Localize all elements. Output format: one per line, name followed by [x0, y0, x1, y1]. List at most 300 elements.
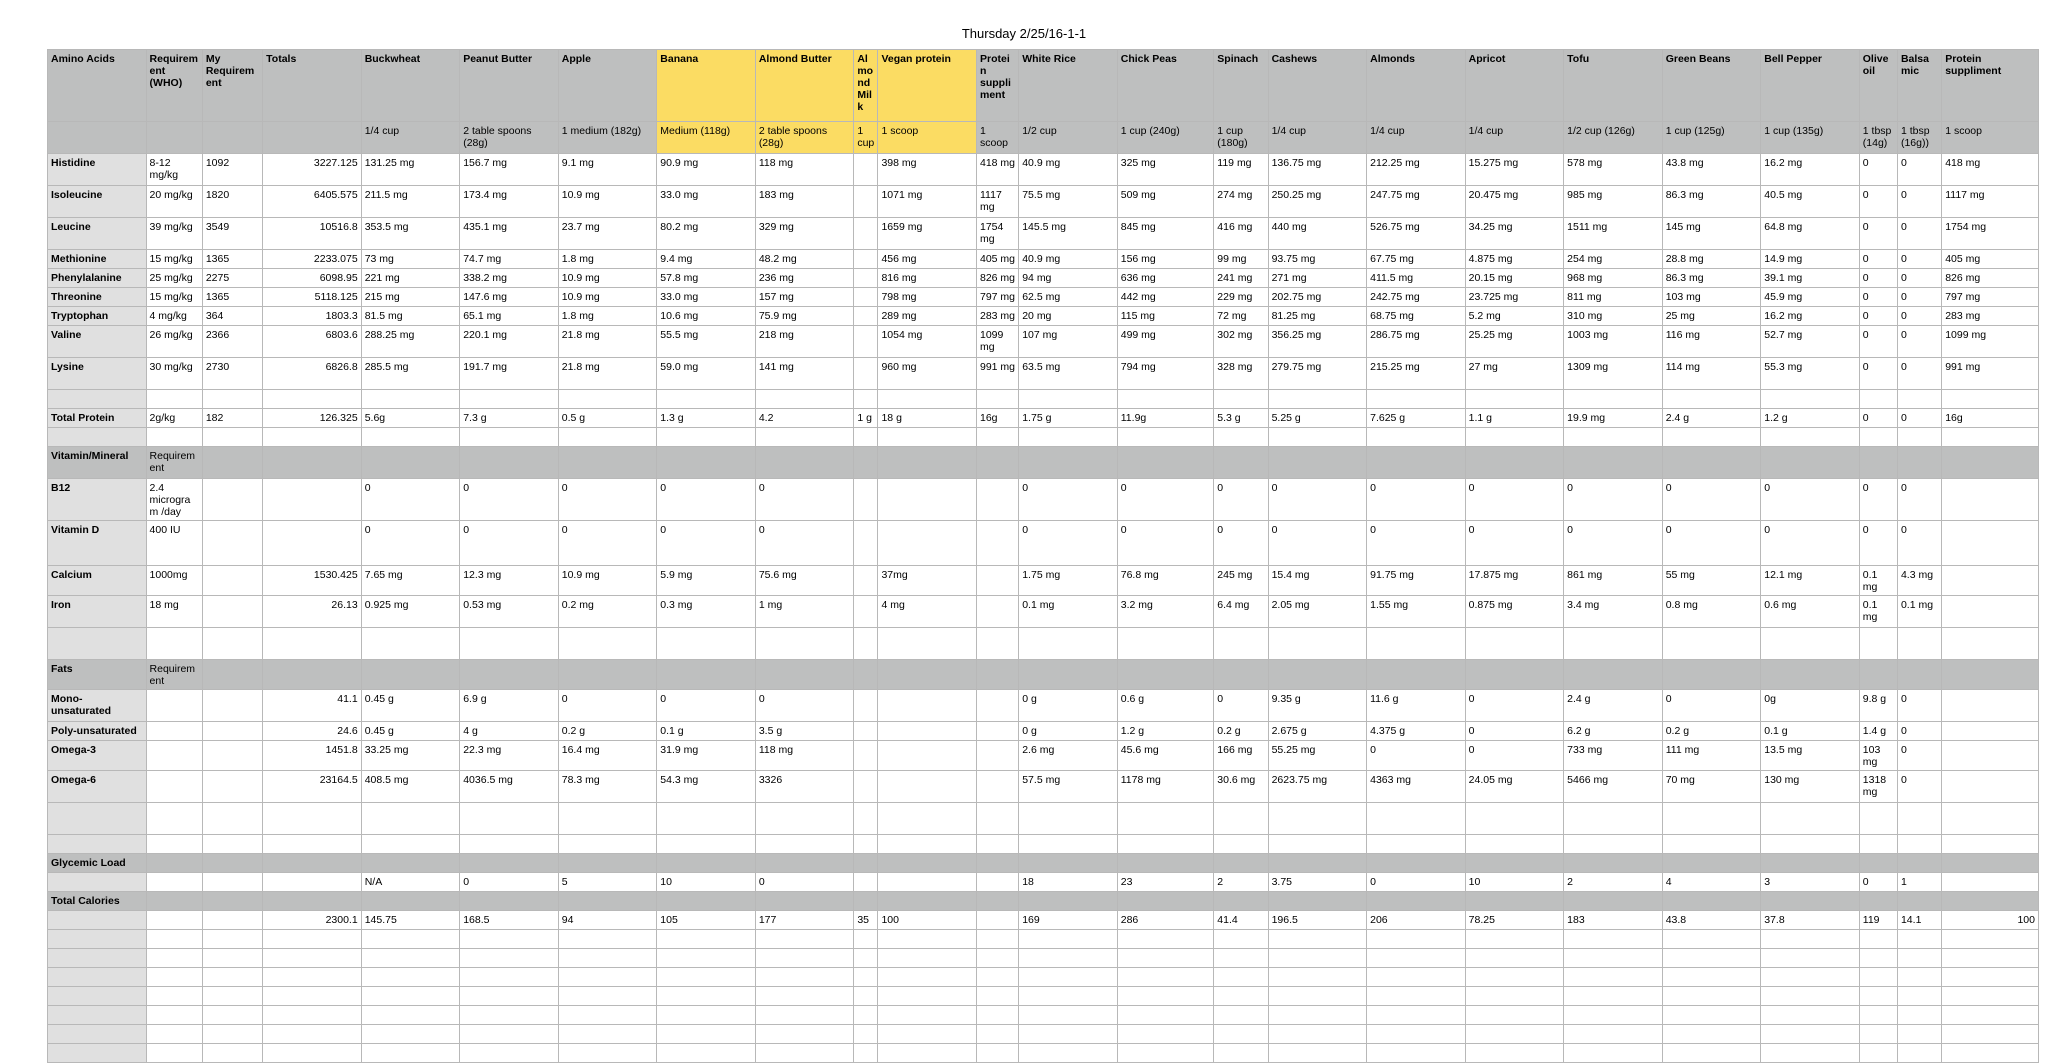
table-cell[interactable] — [977, 803, 1019, 835]
table-cell[interactable] — [755, 803, 854, 835]
table-cell[interactable]: 0 g — [1019, 690, 1118, 722]
table-cell[interactable]: 991 mg — [977, 358, 1019, 390]
table-cell[interactable] — [1859, 428, 1897, 447]
table-cell[interactable] — [977, 660, 1019, 690]
table-cell[interactable] — [1367, 390, 1466, 409]
row-label-cell[interactable]: Threonine — [48, 288, 147, 307]
row-label-cell[interactable] — [48, 390, 147, 409]
table-cell[interactable]: 100 — [878, 911, 977, 930]
table-cell[interactable]: 1000mg — [146, 566, 202, 596]
table-cell[interactable]: 7.65 mg — [361, 566, 460, 596]
table-cell[interactable]: 338.2 mg — [460, 269, 559, 288]
table-cell[interactable] — [202, 628, 262, 660]
table-cell[interactable] — [1019, 803, 1118, 835]
table-cell[interactable]: 0 — [1897, 154, 1941, 186]
table-cell[interactable]: 4.375 g — [1367, 722, 1466, 741]
table-cell[interactable] — [977, 930, 1019, 949]
table-cell[interactable] — [146, 854, 202, 873]
table-cell[interactable] — [1662, 835, 1761, 854]
table-cell[interactable]: 0 — [1859, 218, 1897, 250]
table-cell[interactable] — [1859, 660, 1897, 690]
table-cell[interactable] — [1268, 803, 1367, 835]
row-label-cell[interactable]: Methionine — [48, 250, 147, 269]
table-cell[interactable] — [1214, 628, 1268, 660]
row-label-cell[interactable]: Vitamin D — [48, 521, 147, 566]
table-cell[interactable] — [1761, 854, 1860, 873]
table-cell[interactable]: 25 mg/kg — [146, 269, 202, 288]
table-cell[interactable]: 0 — [1761, 521, 1860, 566]
table-cell[interactable]: 0 — [1367, 521, 1466, 566]
table-cell[interactable]: 6826.8 — [263, 358, 362, 390]
table-cell[interactable] — [755, 854, 854, 873]
table-cell[interactable]: 93.75 mg — [1268, 250, 1367, 269]
table-cell[interactable] — [977, 771, 1019, 803]
table-cell[interactable] — [854, 1044, 878, 1063]
table-cell[interactable] — [1859, 930, 1897, 949]
row-label-cell[interactable] — [48, 122, 147, 154]
table-cell[interactable]: 1099 mg — [977, 326, 1019, 358]
table-cell[interactable]: 20.15 mg — [1465, 269, 1564, 288]
table-cell[interactable] — [657, 835, 756, 854]
table-cell[interactable] — [460, 949, 559, 968]
table-cell[interactable]: 0.1 mg — [1019, 596, 1118, 628]
table-cell[interactable] — [263, 835, 362, 854]
table-cell[interactable] — [1367, 1044, 1466, 1063]
column-header-cell[interactable]: Almonds — [1367, 50, 1466, 122]
table-cell[interactable] — [1897, 1006, 1941, 1025]
table-cell[interactable] — [361, 447, 460, 479]
table-cell[interactable] — [1761, 1006, 1860, 1025]
table-cell[interactable]: 52.7 mg — [1761, 326, 1860, 358]
table-cell[interactable] — [657, 892, 756, 911]
table-cell[interactable]: 245 mg — [1214, 566, 1268, 596]
table-cell[interactable]: 0 — [558, 521, 657, 566]
table-cell[interactable] — [1859, 803, 1897, 835]
table-cell[interactable]: 33.0 mg — [657, 186, 756, 218]
table-cell[interactable]: 34.25 mg — [1465, 218, 1564, 250]
table-cell[interactable]: 364 — [202, 307, 262, 326]
table-cell[interactable] — [1268, 987, 1367, 1006]
table-cell[interactable] — [263, 930, 362, 949]
table-cell[interactable]: 3 — [1761, 873, 1860, 892]
table-cell[interactable] — [977, 521, 1019, 566]
table-cell[interactable] — [1897, 1025, 1941, 1044]
table-cell[interactable] — [1564, 968, 1663, 987]
table-cell[interactable]: 1.3 g — [657, 409, 756, 428]
table-cell[interactable]: 0 — [1859, 873, 1897, 892]
table-cell[interactable]: 416 mg — [1214, 218, 1268, 250]
table-cell[interactable]: 55.5 mg — [657, 326, 756, 358]
table-cell[interactable] — [1465, 854, 1564, 873]
table-cell[interactable]: 131.25 mg — [361, 154, 460, 186]
table-cell[interactable] — [202, 566, 262, 596]
table-cell[interactable]: 0 — [1897, 690, 1941, 722]
table-cell[interactable]: 1071 mg — [878, 186, 977, 218]
table-cell[interactable]: 6803.6 — [263, 326, 362, 358]
table-cell[interactable]: 17.875 mg — [1465, 566, 1564, 596]
table-cell[interactable]: 10.9 mg — [558, 186, 657, 218]
table-cell[interactable] — [361, 835, 460, 854]
table-cell[interactable]: 75.9 mg — [755, 307, 854, 326]
table-cell[interactable] — [878, 479, 977, 521]
table-cell[interactable] — [977, 873, 1019, 892]
table-cell[interactable]: 115 mg — [1117, 307, 1214, 326]
table-cell[interactable] — [202, 521, 262, 566]
table-cell[interactable] — [1117, 949, 1214, 968]
table-cell[interactable] — [1662, 628, 1761, 660]
table-cell[interactable] — [854, 566, 878, 596]
table-cell[interactable] — [1942, 596, 2039, 628]
table-cell[interactable]: 4 g — [460, 722, 559, 741]
table-cell[interactable] — [146, 690, 202, 722]
table-cell[interactable]: 0 — [1897, 521, 1941, 566]
table-cell[interactable]: 0 — [1465, 479, 1564, 521]
table-cell[interactable]: 0 — [657, 521, 756, 566]
table-cell[interactable] — [878, 968, 977, 987]
table-cell[interactable]: 2.4 g — [1662, 409, 1761, 428]
table-cell[interactable] — [460, 803, 559, 835]
table-cell[interactable]: 442 mg — [1117, 288, 1214, 307]
table-cell[interactable] — [460, 968, 559, 987]
table-cell[interactable] — [460, 892, 559, 911]
row-label-cell[interactable] — [48, 968, 147, 987]
table-cell[interactable]: 1/4 cup — [1268, 122, 1367, 154]
row-label-cell[interactable] — [48, 428, 147, 447]
table-cell[interactable] — [1268, 854, 1367, 873]
table-cell[interactable] — [657, 1044, 756, 1063]
table-cell[interactable]: 1.1 g — [1465, 409, 1564, 428]
table-cell[interactable] — [854, 390, 878, 409]
table-cell[interactable]: 0 — [558, 479, 657, 521]
table-cell[interactable]: 411.5 mg — [1367, 269, 1466, 288]
row-label-cell[interactable]: Leucine — [48, 218, 147, 250]
row-label-cell[interactable]: Phenylalanine — [48, 269, 147, 288]
table-cell[interactable] — [460, 930, 559, 949]
table-cell[interactable]: 10.9 mg — [558, 566, 657, 596]
table-cell[interactable] — [1942, 1006, 2039, 1025]
column-header-cell[interactable]: Banana — [657, 50, 756, 122]
table-cell[interactable] — [263, 390, 362, 409]
table-cell[interactable]: 0 — [1859, 288, 1897, 307]
table-cell[interactable] — [1662, 949, 1761, 968]
table-cell[interactable]: 1 cup — [854, 122, 878, 154]
table-cell[interactable] — [460, 854, 559, 873]
table-cell[interactable] — [361, 987, 460, 1006]
table-cell[interactable]: 1 scoop — [1942, 122, 2039, 154]
table-cell[interactable]: 221 mg — [361, 269, 460, 288]
table-cell[interactable] — [657, 660, 756, 690]
table-cell[interactable]: 177 — [755, 911, 854, 930]
table-cell[interactable] — [558, 968, 657, 987]
table-cell[interactable]: 1/4 cup — [361, 122, 460, 154]
table-cell[interactable] — [263, 949, 362, 968]
table-cell[interactable]: 16.2 mg — [1761, 154, 1860, 186]
row-label-cell[interactable]: Lysine — [48, 358, 147, 390]
table-cell[interactable] — [263, 122, 362, 154]
table-cell[interactable]: 5.2 mg — [1465, 307, 1564, 326]
table-cell[interactable]: 80.2 mg — [657, 218, 756, 250]
table-cell[interactable] — [460, 1044, 559, 1063]
row-label-cell[interactable] — [48, 987, 147, 1006]
table-cell[interactable] — [202, 660, 262, 690]
table-cell[interactable]: 0 — [1662, 521, 1761, 566]
table-cell[interactable]: 0 — [1761, 479, 1860, 521]
table-cell[interactable]: 0.53 mg — [460, 596, 559, 628]
table-cell[interactable]: 250.25 mg — [1268, 186, 1367, 218]
table-cell[interactable]: 94 mg — [1019, 269, 1118, 288]
table-cell[interactable] — [1214, 390, 1268, 409]
table-cell[interactable]: 0 — [1019, 521, 1118, 566]
table-cell[interactable]: 3326 — [755, 771, 854, 803]
table-cell[interactable] — [1897, 428, 1941, 447]
table-cell[interactable] — [878, 390, 977, 409]
table-cell[interactable]: 4 — [1662, 873, 1761, 892]
table-cell[interactable] — [854, 949, 878, 968]
table-cell[interactable] — [146, 1044, 202, 1063]
table-cell[interactable]: 798 mg — [878, 288, 977, 307]
table-cell[interactable] — [1942, 628, 2039, 660]
table-cell[interactable] — [1662, 1044, 1761, 1063]
table-cell[interactable]: 636 mg — [1117, 269, 1214, 288]
table-cell[interactable]: 4.875 mg — [1465, 250, 1564, 269]
table-cell[interactable]: 81.5 mg — [361, 307, 460, 326]
table-cell[interactable]: 1 cup (180g) — [1214, 122, 1268, 154]
table-cell[interactable]: 1318 mg — [1859, 771, 1897, 803]
table-cell[interactable]: 0 — [460, 873, 559, 892]
table-cell[interactable]: 0 — [1897, 722, 1941, 741]
table-cell[interactable]: 283 mg — [1942, 307, 2039, 326]
table-cell[interactable] — [1942, 892, 2039, 911]
table-cell[interactable]: 43.8 mg — [1662, 154, 1761, 186]
table-cell[interactable]: 826 mg — [977, 269, 1019, 288]
table-cell[interactable] — [878, 771, 977, 803]
table-cell[interactable] — [146, 1006, 202, 1025]
row-label-cell[interactable]: Glycemic Load — [48, 854, 147, 873]
table-cell[interactable] — [1117, 968, 1214, 987]
table-cell[interactable] — [361, 1006, 460, 1025]
table-cell[interactable]: 111 mg — [1662, 741, 1761, 771]
table-cell[interactable] — [1761, 660, 1860, 690]
column-header-cell[interactable]: Green Beans — [1662, 50, 1761, 122]
table-cell[interactable]: 1.75 g — [1019, 409, 1118, 428]
table-cell[interactable]: 1099 mg — [1942, 326, 2039, 358]
table-cell[interactable] — [854, 854, 878, 873]
table-cell[interactable]: 10 — [657, 873, 756, 892]
table-cell[interactable] — [1214, 835, 1268, 854]
table-cell[interactable]: 1754 mg — [1942, 218, 2039, 250]
table-cell[interactable] — [657, 949, 756, 968]
table-cell[interactable] — [1268, 930, 1367, 949]
table-cell[interactable] — [1942, 722, 2039, 741]
table-cell[interactable] — [878, 741, 977, 771]
table-cell[interactable] — [202, 596, 262, 628]
table-cell[interactable] — [878, 930, 977, 949]
table-cell[interactable]: 405 mg — [1942, 250, 2039, 269]
table-cell[interactable]: 1530.425 — [263, 566, 362, 596]
table-cell[interactable] — [1564, 447, 1663, 479]
table-cell[interactable]: 23.725 mg — [1465, 288, 1564, 307]
table-cell[interactable] — [1662, 930, 1761, 949]
table-cell[interactable]: 18 — [1019, 873, 1118, 892]
table-cell[interactable] — [1761, 628, 1860, 660]
table-cell[interactable]: 57.5 mg — [1019, 771, 1118, 803]
table-cell[interactable] — [1367, 835, 1466, 854]
table-cell[interactable] — [146, 987, 202, 1006]
table-cell[interactable] — [1897, 390, 1941, 409]
table-cell[interactable]: 499 mg — [1117, 326, 1214, 358]
table-cell[interactable]: 30.6 mg — [1214, 771, 1268, 803]
table-cell[interactable] — [878, 660, 977, 690]
table-cell[interactable] — [657, 968, 756, 987]
table-cell[interactable]: 156 mg — [1117, 250, 1214, 269]
table-cell[interactable] — [1761, 803, 1860, 835]
table-cell[interactable]: 509 mg — [1117, 186, 1214, 218]
table-cell[interactable] — [1564, 949, 1663, 968]
table-cell[interactable]: 6.4 mg — [1214, 596, 1268, 628]
table-cell[interactable]: 48.2 mg — [755, 250, 854, 269]
table-cell[interactable]: 0 — [1268, 479, 1367, 521]
table-cell[interactable] — [1897, 660, 1941, 690]
table-cell[interactable]: 0 — [755, 873, 854, 892]
table-cell[interactable]: 1117 mg — [977, 186, 1019, 218]
table-cell[interactable]: 0 — [1859, 409, 1897, 428]
table-cell[interactable] — [878, 854, 977, 873]
table-cell[interactable] — [460, 390, 559, 409]
table-cell[interactable] — [657, 987, 756, 1006]
table-cell[interactable]: 0 — [460, 521, 559, 566]
table-cell[interactable]: 733 mg — [1564, 741, 1663, 771]
table-cell[interactable]: 0 — [755, 479, 854, 521]
table-cell[interactable]: 325 mg — [1117, 154, 1214, 186]
table-cell[interactable]: 1/4 cup — [1465, 122, 1564, 154]
table-cell[interactable]: 985 mg — [1564, 186, 1663, 218]
table-cell[interactable]: 25.25 mg — [1465, 326, 1564, 358]
table-cell[interactable]: 968 mg — [1564, 269, 1663, 288]
column-header-cell[interactable]: Protein suppliment — [977, 50, 1019, 122]
table-cell[interactable] — [755, 968, 854, 987]
table-cell[interactable]: 24.6 — [263, 722, 362, 741]
table-cell[interactable] — [1942, 428, 2039, 447]
table-cell[interactable]: 1365 — [202, 288, 262, 307]
table-cell[interactable]: 2.675 g — [1268, 722, 1367, 741]
table-cell[interactable] — [1465, 968, 1564, 987]
table-cell[interactable] — [1214, 968, 1268, 987]
table-cell[interactable]: 4 mg/kg — [146, 307, 202, 326]
table-cell[interactable]: 100 — [1942, 911, 2039, 930]
table-cell[interactable]: 5.25 g — [1268, 409, 1367, 428]
table-cell[interactable] — [977, 1025, 1019, 1044]
table-cell[interactable]: 0 — [1465, 521, 1564, 566]
table-cell[interactable]: 0 — [1897, 741, 1941, 771]
column-header-cell[interactable]: Spinach — [1214, 50, 1268, 122]
row-label-cell[interactable] — [48, 930, 147, 949]
table-cell[interactable] — [460, 447, 559, 479]
table-cell[interactable] — [1465, 892, 1564, 911]
table-cell[interactable] — [263, 854, 362, 873]
table-cell[interactable]: 289 mg — [878, 307, 977, 326]
table-cell[interactable] — [146, 122, 202, 154]
table-cell[interactable]: 191.7 mg — [460, 358, 559, 390]
table-cell[interactable] — [263, 628, 362, 660]
table-cell[interactable] — [1942, 803, 2039, 835]
table-cell[interactable] — [1942, 835, 2039, 854]
table-cell[interactable]: 0 — [1465, 741, 1564, 771]
table-cell[interactable] — [977, 835, 1019, 854]
table-cell[interactable]: 1 — [1897, 873, 1941, 892]
table-cell[interactable] — [361, 390, 460, 409]
table-cell[interactable] — [1662, 968, 1761, 987]
table-cell[interactable] — [460, 987, 559, 1006]
table-cell[interactable] — [1465, 835, 1564, 854]
column-header-cell[interactable]: Buckwheat — [361, 50, 460, 122]
row-label-cell[interactable]: Valine — [48, 326, 147, 358]
table-cell[interactable]: 211.5 mg — [361, 186, 460, 218]
table-cell[interactable]: 5.3 g — [1214, 409, 1268, 428]
table-cell[interactable]: 0.1 g — [657, 722, 756, 741]
table-cell[interactable] — [146, 873, 202, 892]
table-cell[interactable]: 119 — [1859, 911, 1897, 930]
table-cell[interactable]: 456 mg — [878, 250, 977, 269]
table-cell[interactable]: 15.275 mg — [1465, 154, 1564, 186]
table-cell[interactable] — [460, 660, 559, 690]
table-cell[interactable] — [977, 428, 1019, 447]
table-cell[interactable]: 0 — [1897, 250, 1941, 269]
table-cell[interactable] — [1942, 854, 2039, 873]
table-cell[interactable]: 30 mg/kg — [146, 358, 202, 390]
table-cell[interactable] — [1019, 1006, 1118, 1025]
table-cell[interactable] — [1761, 949, 1860, 968]
table-cell[interactable]: 0 — [558, 690, 657, 722]
row-label-cell[interactable]: Total Protein — [48, 409, 147, 428]
table-cell[interactable] — [558, 428, 657, 447]
table-cell[interactable]: 0 — [361, 521, 460, 566]
row-label-cell[interactable] — [48, 1006, 147, 1025]
table-cell[interactable] — [1761, 447, 1860, 479]
row-label-cell[interactable]: Total Calories — [48, 892, 147, 911]
table-cell[interactable] — [1268, 835, 1367, 854]
table-cell[interactable] — [263, 968, 362, 987]
table-cell[interactable] — [202, 803, 262, 835]
table-cell[interactable] — [854, 771, 878, 803]
table-cell[interactable]: 0 — [1897, 326, 1941, 358]
table-cell[interactable]: 0.1 mg — [1897, 596, 1941, 628]
table-cell[interactable]: 0 — [1662, 479, 1761, 521]
table-cell[interactable] — [558, 1044, 657, 1063]
table-cell[interactable] — [657, 803, 756, 835]
table-cell[interactable]: 2 table spoons (28g) — [755, 122, 854, 154]
table-cell[interactable]: 118 mg — [755, 741, 854, 771]
table-cell[interactable]: 991 mg — [1942, 358, 2039, 390]
table-cell[interactable] — [361, 892, 460, 911]
table-cell[interactable]: 2 — [1214, 873, 1268, 892]
table-cell[interactable] — [202, 968, 262, 987]
table-cell[interactable]: 1003 mg — [1564, 326, 1663, 358]
table-cell[interactable] — [202, 987, 262, 1006]
table-cell[interactable] — [854, 873, 878, 892]
table-cell[interactable]: 7.625 g — [1367, 409, 1466, 428]
table-cell[interactable] — [1465, 930, 1564, 949]
table-cell[interactable]: 41.4 — [1214, 911, 1268, 930]
table-cell[interactable]: 33.25 mg — [361, 741, 460, 771]
table-cell[interactable]: 21.8 mg — [558, 358, 657, 390]
column-header-cell[interactable]: Requirement (WHO) — [146, 50, 202, 122]
table-cell[interactable] — [1859, 949, 1897, 968]
table-cell[interactable] — [146, 1025, 202, 1044]
table-cell[interactable]: 78.3 mg — [558, 771, 657, 803]
column-header-cell[interactable]: Olive oil — [1859, 50, 1897, 122]
table-cell[interactable] — [878, 722, 977, 741]
table-cell[interactable]: 0g — [1761, 690, 1860, 722]
